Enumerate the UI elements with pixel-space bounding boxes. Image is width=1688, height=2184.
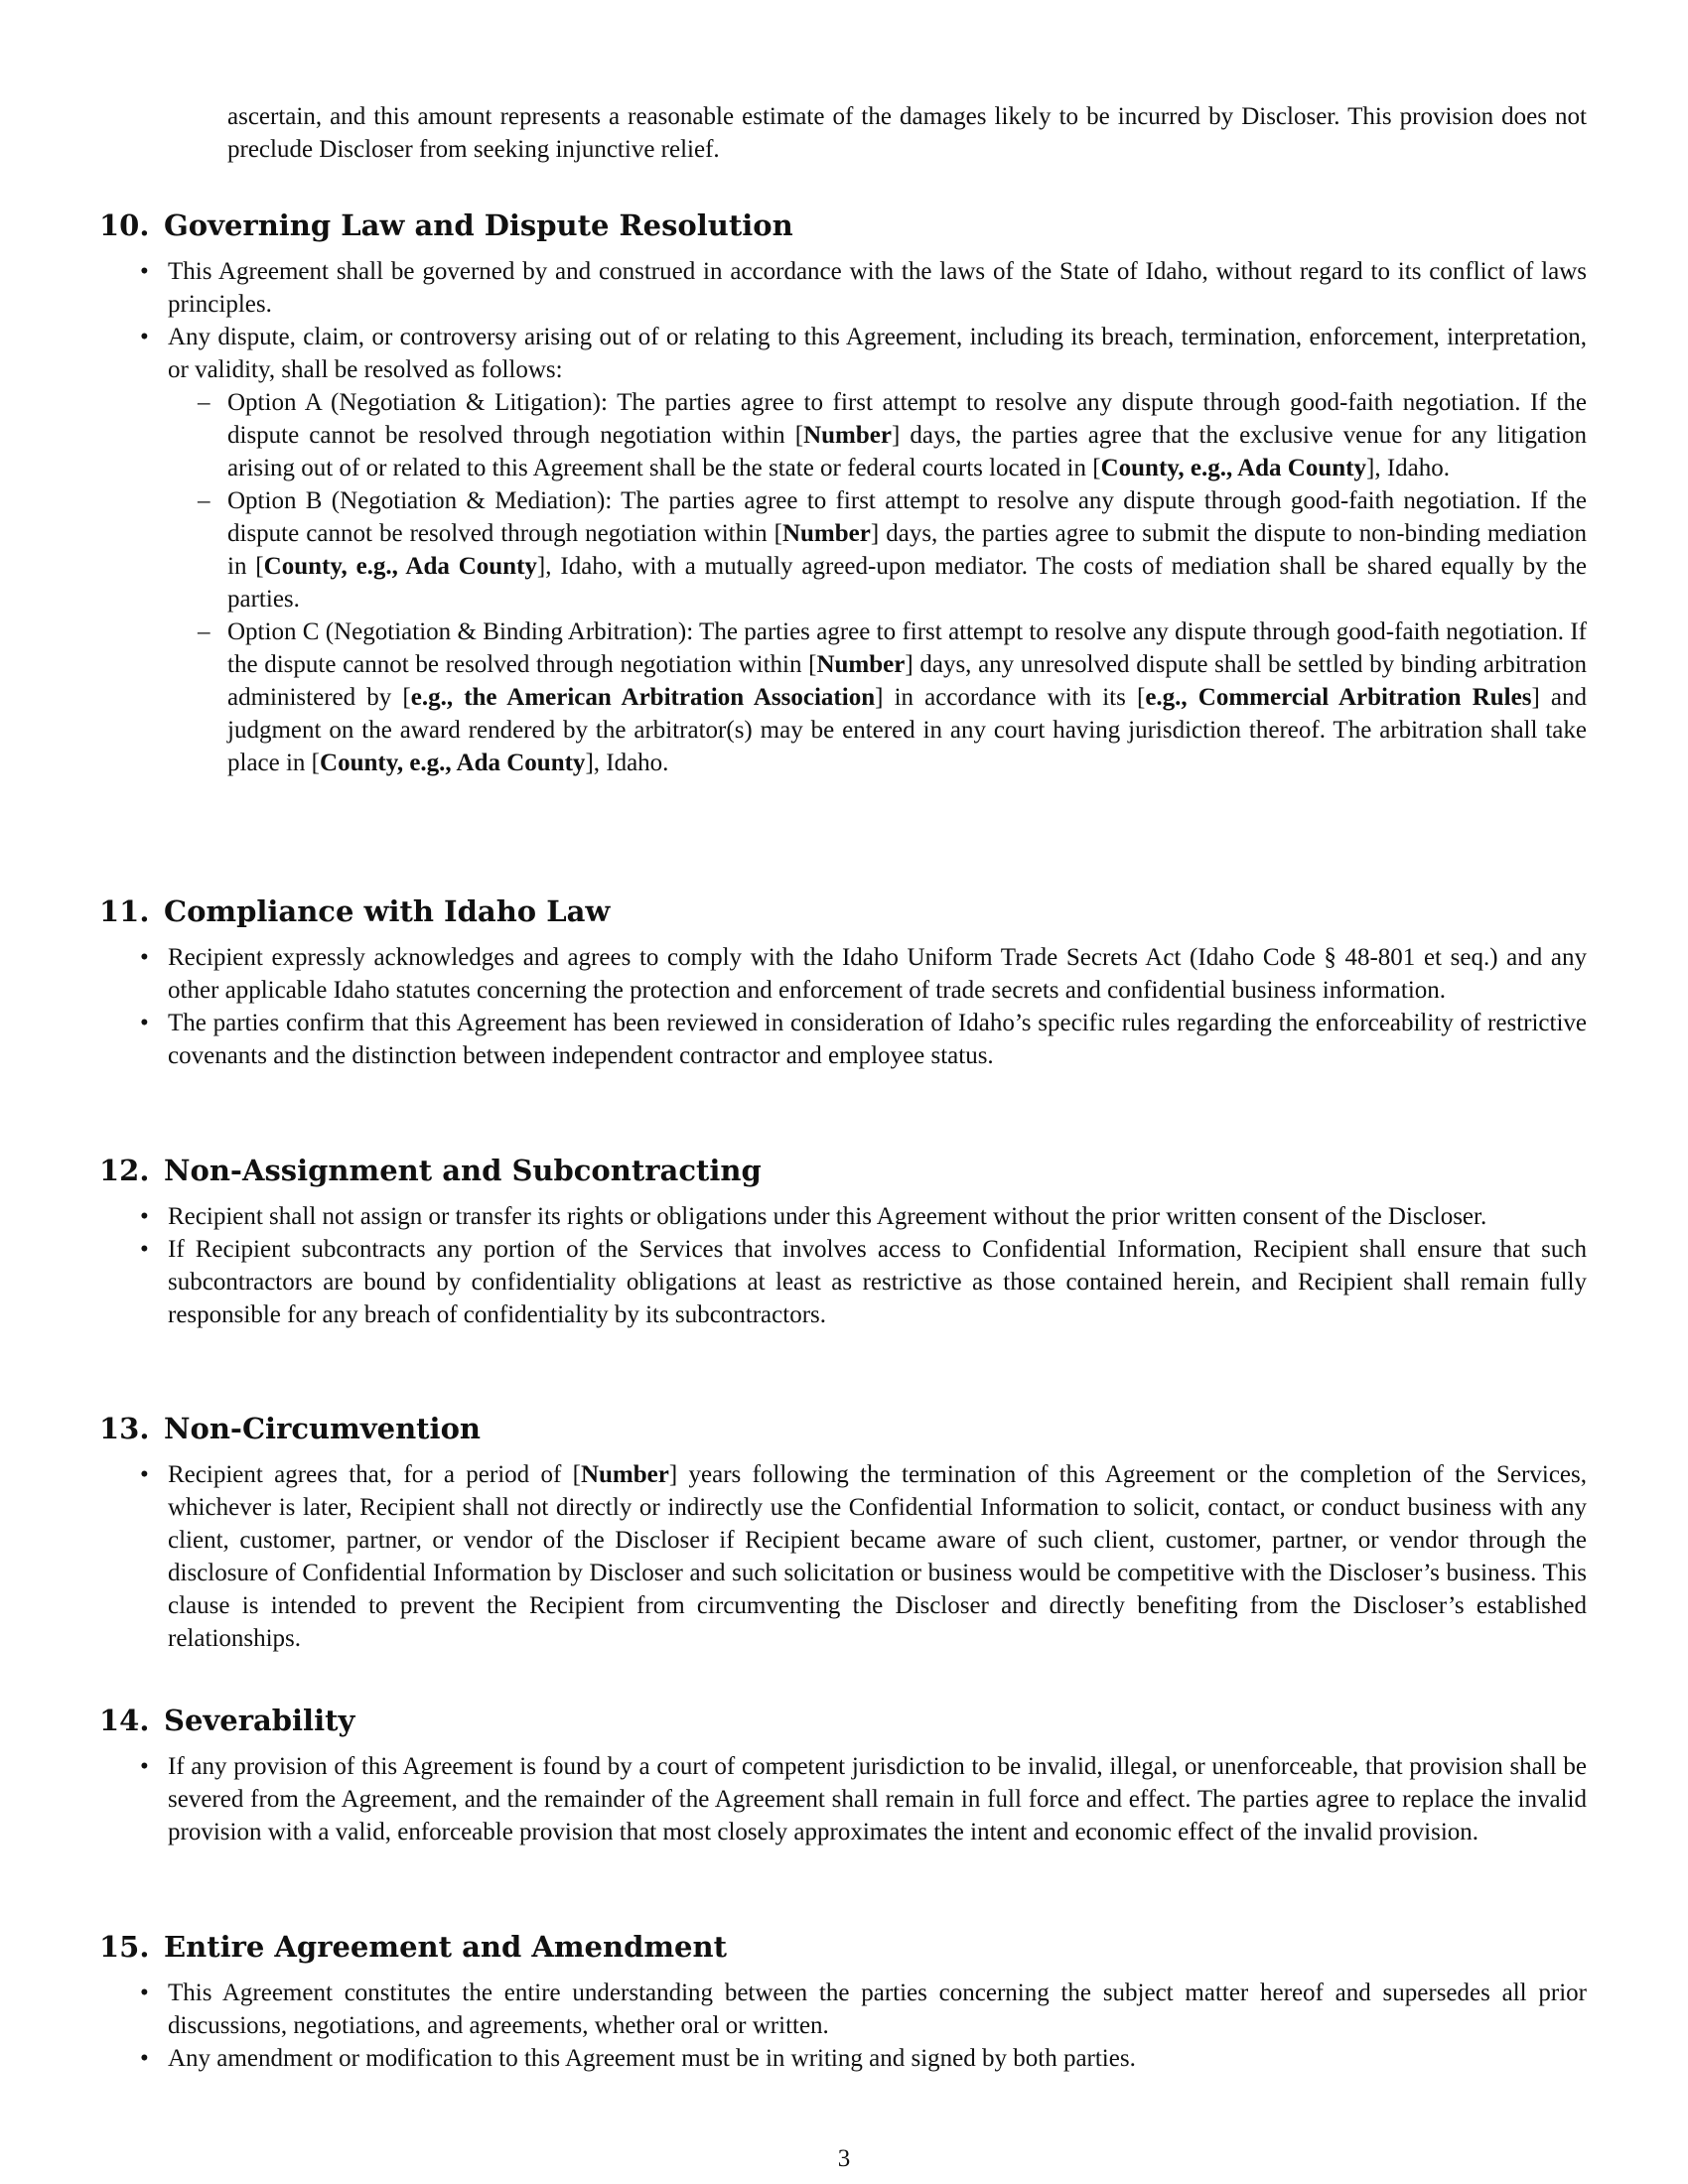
placeholder-field: Number — [816, 651, 906, 678]
continuation-text: ascertain, and this amount represents a reasonable estimate of the damages likely to be incurred by Discloser. This provision does not preclude Discloser from seeking injunctive relief. — [227, 103, 1587, 163]
list-item — [168, 255, 1587, 321]
section-number: 13. — [99, 1412, 150, 1445]
section-title: Governing Law and Dispute Resolution — [164, 208, 793, 242]
section-number: 12. — [99, 1154, 150, 1187]
list-item — [168, 1233, 1587, 1331]
list-item-text: Recipient shall not assign or transfer its rights or obligations under this Agreement without the prior written consent of the Discloser. — [168, 1203, 1487, 1230]
section-15 — [99, 1927, 1589, 2075]
list-item-text: This Agreement shall be governed by and construed in accordance with the laws of the State of Idaho, without regard to its conflict of laws principles. — [168, 258, 1587, 318]
list-item — [168, 1977, 1587, 2042]
section-number: 10. — [99, 208, 150, 242]
option-b: – Option B (Negotiation & Mediation): The parties agree to first attempt to resolve any dispute through good-faith negotiation. If the dispute cannot be resolved through negotiation within [Number] days, the parties agree to submit the dispute to non-binding mediation in [County, e.g., Ada County], Idaho, with a mutually agreed-upon mediator. The costs of mediation shall be shared equally by the parties. — [227, 484, 1587, 615]
continuation-paragraph — [227, 100, 1587, 166]
bullet-list — [99, 1977, 1589, 2075]
placeholder-field: e.g., the American Arbitration Association — [410, 684, 876, 711]
placeholder-field: e.g., Commercial Arbitration Rules — [1145, 684, 1532, 711]
section-title: Compliance with Idaho Law — [164, 894, 611, 928]
list-item — [168, 1007, 1587, 1072]
option-a: – Option A (Negotiation & Litigation): The parties agree to first attempt to resolve any dispute through good-faith negotiation. If the dispute cannot be resolved through negotiation within [Number] days, the parties agree that the exclusive venue for any litigation arising out of or related to this Agreement shall be the state or federal courts located in [County, e.g., Ada County], Idaho. — [227, 386, 1587, 484]
list-item — [168, 321, 1587, 779]
placeholder-field: County, e.g., Ada County — [1100, 455, 1366, 481]
placeholder-field: County, e.g., Ada County — [320, 750, 586, 776]
list-item — [168, 2042, 1587, 2075]
section-13 — [99, 1409, 1589, 1655]
section-11 — [99, 891, 1589, 1072]
section-14 — [99, 1701, 1589, 1848]
list-item-text: If Recipient subcontracts any portion of the Services that involves access to Confidential Information, Recipient shall ensure that such subcontractors are bound by confidentiality obligations at least as restrictive as those contained herein, and Recipient shall remain fully responsible for any breach of confidentiality by its subcontractors. — [168, 1236, 1587, 1328]
list-item-text: If any provision of this Agreement is found by a court of competent jurisdiction to be invalid, illegal, or unenforceable, that provision shall be severed from the Agreement, and the remainder of the Agreement shall remain in full force and effect. The parties agree to replace the invalid provision with a valid, enforceable provision that most closely approximates the intent and economic effect of the invalid provision. — [168, 1753, 1587, 1845]
section-heading — [99, 1151, 1589, 1190]
list-item-text: Any amendment or modification to this Agreement must be in writing and signed by both parties. — [168, 2045, 1136, 2072]
placeholder-field: County, e.g., Ada County — [263, 553, 537, 580]
section-title: Entire Agreement and Amendment — [164, 1930, 727, 1964]
bullet-list — [99, 1200, 1589, 1331]
section-heading — [99, 205, 1589, 245]
list-item — [168, 941, 1587, 1007]
bullet-list — [99, 1750, 1589, 1848]
bullet-list — [99, 1458, 1589, 1655]
list-item-text: Any dispute, claim, or controversy arising out of or relating to this Agreement, including its breach, termination, enforcement, interpretation, or validity, shall be resolved as follows: — [168, 324, 1587, 383]
list-item — [168, 1200, 1587, 1233]
page-number: 3 — [837, 2145, 851, 2172]
bullet-list — [99, 255, 1589, 779]
list-item-text: This Agreement constitutes the entire understanding between the parties concerning the subject matter hereof and supersedes all prior discussions, negotiations, and agreements, whether oral or written. — [168, 1979, 1587, 2039]
placeholder-field: Number — [781, 520, 871, 547]
list-item — [168, 1750, 1587, 1848]
section-heading — [99, 1927, 1589, 1967]
section-12 — [99, 1151, 1589, 1331]
section-number: 11. — [99, 894, 150, 928]
section-heading — [99, 891, 1589, 931]
section-heading — [99, 1409, 1589, 1448]
section-10 — [99, 205, 1589, 779]
section-title: Severability — [164, 1704, 355, 1737]
list-item: • Recipient agrees that, for a period of [Number] years following the termination of this Agreement or the completion of the Services, whichever is later, Recipient shall not directly or indirectly use the Confidential Information to solicit, contact, or conduct business with any client, customer, partner, or vendor of the Discloser if Recipient became aware of such client, customer, partner, or vendor through the disclosure of Confidential Information by Discloser and such solicitation or business would be competitive with the Discloser’s business. This clause is intended to prevent the Recipient from circumventing the Discloser and directly benefiting from the Discloser’s established relationships. — [168, 1458, 1587, 1655]
section-heading — [99, 1701, 1589, 1740]
option-c: – Option C (Negotiation & Binding Arbitration): The parties agree to first attempt to resolve any dispute through good-faith negotiation. If the dispute cannot be resolved through negotiation within [Number] days, any unresolved dispute shall be settled by binding arbitration administered by [e.g., the American Arbitration Association] in accordance with its [e.g., Commercial Arbitration Rules] and judgment on the award rendered by the arbitrator(s) may be entered in any court having jurisdiction thereof. The arbitration shall take place in [County, e.g., Ada County], Idaho. — [227, 615, 1587, 779]
bullet-list — [99, 941, 1589, 1072]
section-number: 14. — [99, 1704, 150, 1737]
list-item-text: The parties confirm that this Agreement has been reviewed in consideration of Idaho’s specific rules regarding the enforceability of restrictive covenants and the distinction between independent contractor and employee status. — [168, 1010, 1587, 1069]
placeholder-field: Number — [580, 1461, 669, 1488]
list-item-text: Recipient expressly acknowledges and agrees to comply with the Idaho Uniform Trade Secrets Act (Idaho Code § 48-801 et seq.) and any other applicable Idaho statutes concerning the protection and enforcement of trade secrets and confidential business information. — [168, 944, 1587, 1004]
section-title: Non-Circumvention — [164, 1412, 481, 1445]
section-title: Non-Assignment and Subcontracting — [164, 1154, 762, 1187]
section-number: 15. — [99, 1930, 150, 1964]
placeholder-field: Number — [803, 422, 892, 449]
option-list — [168, 386, 1587, 779]
